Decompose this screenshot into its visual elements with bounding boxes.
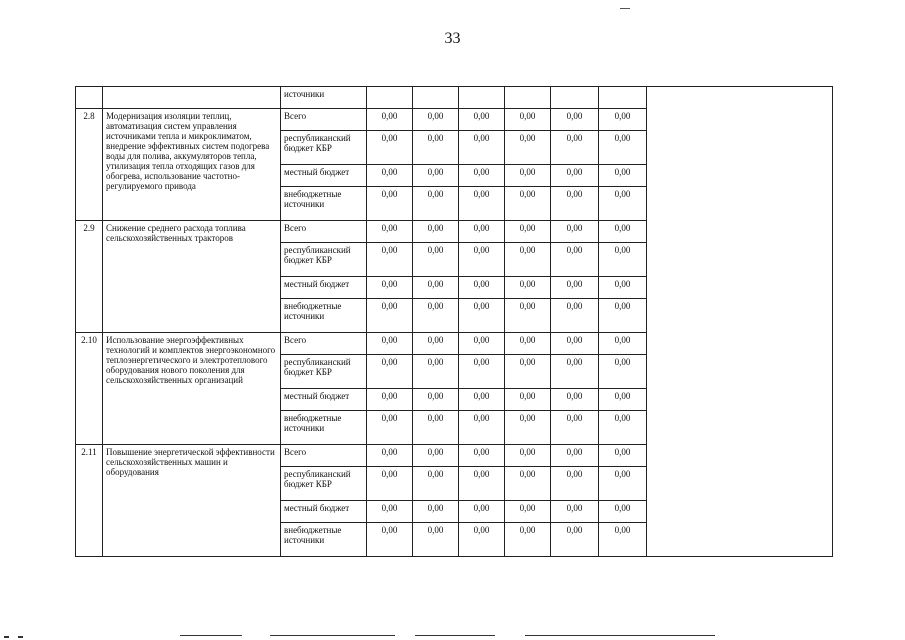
value-cell: 0,00	[413, 187, 459, 221]
measure-name: Повышение энергетической эффективности сельскохозяйственных машин и оборудования	[103, 445, 281, 557]
funding-source: местный бюджет	[281, 389, 367, 411]
value-cell: 0,00	[367, 523, 413, 557]
value-cell: 0,00	[599, 221, 647, 243]
value-cell: 0,00	[459, 187, 505, 221]
value-cell: 0,00	[367, 131, 413, 165]
value-cell: 0,00	[367, 355, 413, 389]
funding-source: внебюджетные источники	[281, 411, 367, 445]
funding-source: республиканский бюджет КБР	[281, 467, 367, 501]
page-number: 33	[444, 30, 461, 47]
value-cell: 0,00	[459, 131, 505, 165]
value-cell: 0,00	[413, 277, 459, 299]
value-cell: 0,00	[367, 109, 413, 131]
value-cell: 0,00	[367, 187, 413, 221]
value-cell: 0,00	[599, 277, 647, 299]
table-row-continuation	[76, 87, 833, 109]
value-cell: 0,00	[551, 221, 599, 243]
value-cell: 0,00	[599, 501, 647, 523]
value-cell: 0,00	[459, 445, 505, 467]
value-cell: 0,00	[599, 109, 647, 131]
section-number: 2.8	[76, 109, 103, 221]
value-cell: 0,00	[505, 389, 551, 411]
funding-source: республиканский бюджет КБР	[281, 243, 367, 277]
measure-name: Использование энергоэффективных технологий и комплектов энергоэкономного теплоэнергетического и электротеплового оборудования нового поколения для сельскохозяйственных организаций	[103, 333, 281, 445]
value-cell: 0,00	[367, 165, 413, 187]
value-cell: 0,00	[599, 165, 647, 187]
source-cell: источники	[281, 87, 367, 109]
value-cell: 0,00	[551, 187, 599, 221]
value-cell: 0,00	[505, 501, 551, 523]
value-cell: 0,00	[459, 523, 505, 557]
value-cell: 0,00	[413, 221, 459, 243]
value-cell: 0,00	[599, 243, 647, 277]
funding-source: внебюджетные источники	[281, 187, 367, 221]
value-cell: 0,00	[505, 221, 551, 243]
value-cell: 0,00	[551, 411, 599, 445]
empty-extra-column	[647, 87, 833, 557]
value-cell: 0,00	[551, 523, 599, 557]
value-cell	[459, 87, 505, 109]
value-cell	[367, 87, 413, 109]
value-cell: 0,00	[599, 131, 647, 165]
section-number: 2.11	[76, 445, 103, 557]
value-cell: 0,00	[551, 277, 599, 299]
value-cell: 0,00	[551, 165, 599, 187]
value-cell: 0,00	[459, 109, 505, 131]
value-cell: 0,00	[367, 277, 413, 299]
value-cell: 0,00	[413, 165, 459, 187]
signature-line	[525, 635, 715, 636]
value-cell: 0,00	[505, 243, 551, 277]
value-cell: 0,00	[599, 389, 647, 411]
funding-source: местный бюджет	[281, 165, 367, 187]
value-cell: 0,00	[413, 243, 459, 277]
funding-source: республиканский бюджет КБР	[281, 355, 367, 389]
funding-source: внебюджетные источники	[281, 523, 367, 557]
funding-source: местный бюджет	[281, 277, 367, 299]
value-cell: 0,00	[505, 187, 551, 221]
value-cell: 0,00	[459, 389, 505, 411]
value-cell: 0,00	[505, 109, 551, 131]
funding-source: республиканский бюджет КБР	[281, 131, 367, 165]
value-cell: 0,00	[367, 243, 413, 277]
signature-line	[270, 635, 395, 636]
value-cell: 0,00	[367, 445, 413, 467]
value-cell: 0,00	[459, 243, 505, 277]
measure-name: Снижение среднего расхода топлива сельскохозяйственных тракторов	[103, 221, 281, 333]
value-cell: 0,00	[599, 333, 647, 355]
value-cell: 0,00	[551, 467, 599, 501]
value-cell: 0,00	[367, 411, 413, 445]
value-cell: 0,00	[551, 333, 599, 355]
value-cell: 0,00	[459, 411, 505, 445]
value-cell: 0,00	[599, 445, 647, 467]
value-cell: 0,00	[551, 243, 599, 277]
value-cell: 0,00	[505, 277, 551, 299]
value-cell: 0,00	[413, 109, 459, 131]
value-cell: 0,00	[505, 131, 551, 165]
num-cell	[76, 87, 103, 109]
value-cell: 0,00	[413, 299, 459, 333]
funding-source: местный бюджет	[281, 501, 367, 523]
funding-source: Всего	[281, 109, 367, 131]
value-cell: 0,00	[551, 355, 599, 389]
value-cell	[599, 87, 647, 109]
value-cell: 0,00	[459, 299, 505, 333]
value-cell: 0,00	[413, 501, 459, 523]
scan-mark	[620, 8, 630, 9]
value-cell: 0,00	[367, 389, 413, 411]
value-cell: 0,00	[505, 445, 551, 467]
value-cell: 0,00	[551, 131, 599, 165]
signature-line	[415, 635, 495, 636]
funding-source: Всего	[281, 221, 367, 243]
value-cell: 0,00	[599, 299, 647, 333]
value-cell: 0,00	[413, 389, 459, 411]
value-cell: 0,00	[413, 411, 459, 445]
budget-table	[75, 86, 833, 557]
value-cell: 0,00	[505, 523, 551, 557]
value-cell: 0,00	[367, 221, 413, 243]
value-cell: 0,00	[599, 467, 647, 501]
value-cell: 0,00	[459, 355, 505, 389]
value-cell: 0,00	[505, 333, 551, 355]
value-cell	[551, 87, 599, 109]
value-cell: 0,00	[551, 109, 599, 131]
value-cell: 0,00	[459, 467, 505, 501]
value-cell: 0,00	[413, 131, 459, 165]
value-cell: 0,00	[459, 501, 505, 523]
funding-source: Всего	[281, 445, 367, 467]
table-body	[76, 87, 833, 557]
funding-source: Всего	[281, 333, 367, 355]
name-cell	[103, 87, 281, 109]
value-cell: 0,00	[551, 501, 599, 523]
value-cell: 0,00	[413, 333, 459, 355]
value-cell: 0,00	[599, 355, 647, 389]
value-cell: 0,00	[367, 501, 413, 523]
value-cell: 0,00	[551, 445, 599, 467]
scan-mark	[4, 636, 9, 638]
value-cell: 0,00	[459, 277, 505, 299]
value-cell: 0,00	[459, 221, 505, 243]
value-cell	[413, 87, 459, 109]
value-cell: 0,00	[505, 299, 551, 333]
value-cell: 0,00	[505, 411, 551, 445]
scan-mark	[18, 636, 23, 638]
funding-source: внебюджетные источники	[281, 299, 367, 333]
value-cell: 0,00	[505, 355, 551, 389]
value-cell: 0,00	[599, 187, 647, 221]
value-cell: 0,00	[551, 389, 599, 411]
value-cell: 0,00	[413, 523, 459, 557]
value-cell: 0,00	[459, 165, 505, 187]
value-cell: 0,00	[551, 299, 599, 333]
value-cell: 0,00	[505, 165, 551, 187]
value-cell: 0,00	[367, 333, 413, 355]
value-cell	[505, 87, 551, 109]
section-number: 2.10	[76, 333, 103, 445]
value-cell: 0,00	[599, 523, 647, 557]
measure-name: Модернизация изоляции теплиц, автоматизация систем управления источниками тепла и микроклиматом, внедрение эффективных систем подогрева воды для полива, аккумуляторов тепла, утилизация тепла отходящих газов для обогрева, использование частотно-регулируемого привода	[103, 109, 281, 221]
section-number: 2.9	[76, 221, 103, 333]
value-cell: 0,00	[367, 467, 413, 501]
value-cell: 0,00	[413, 445, 459, 467]
value-cell: 0,00	[367, 299, 413, 333]
signature-line	[180, 635, 242, 636]
value-cell: 0,00	[505, 467, 551, 501]
value-cell: 0,00	[413, 355, 459, 389]
value-cell: 0,00	[599, 411, 647, 445]
value-cell: 0,00	[413, 467, 459, 501]
value-cell: 0,00	[459, 333, 505, 355]
